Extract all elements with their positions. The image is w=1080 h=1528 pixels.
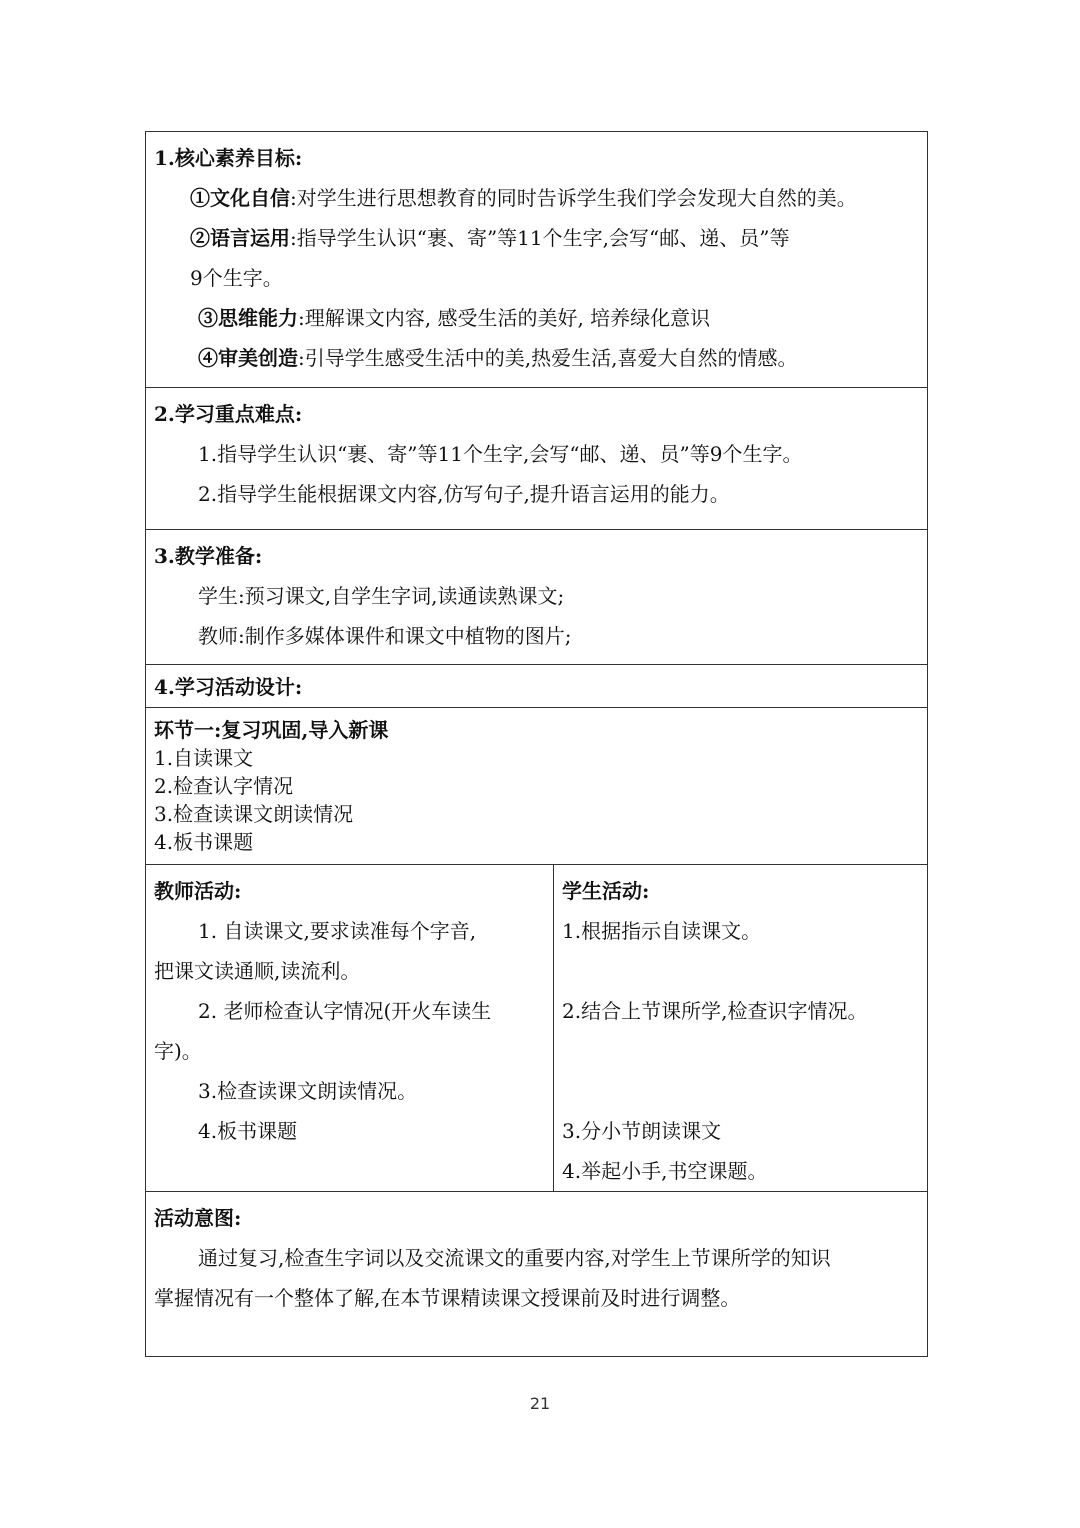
key-difficulties-row [146, 388, 928, 530]
student-line: 4.举起小手,书空课题。 [562, 1159, 768, 1183]
preparation-teacher: 教师:制作多媒体课件和课文中植物的图片; [198, 624, 572, 648]
stage-step: 2.检查认字情况 [154, 774, 294, 798]
lesson-plan-table [145, 131, 928, 1357]
teacher-activity-heading: 教师活动: [154, 879, 242, 903]
preparation-cell [146, 530, 928, 665]
activity-design-cell [146, 665, 928, 708]
stage-one-row [146, 708, 928, 865]
student-line: 2.结合上节课所学,检查识字情况。 [562, 999, 868, 1023]
student-line: 3.分小节朗读课文 [562, 1119, 722, 1143]
teacher-activity-cell [146, 865, 554, 1192]
core-competency-cell [146, 132, 928, 388]
preparation-heading: 3.教学准备: [154, 544, 263, 568]
preparation-row [146, 530, 928, 665]
teacher-line: 把课文读通顺,读流利。 [154, 959, 361, 983]
core-competency-row [146, 132, 928, 388]
intent-line: 通过复习,检查生字词以及交流课文的重要内容,对学生上节课所学的知识 [198, 1246, 831, 1270]
core-competency-heading: 1.核心素养目标: [154, 146, 303, 170]
intent-line: 掌握情况有一个整体了解,在本节课精读课文授课前及时进行调整。 [154, 1286, 741, 1310]
stage-step: 3.检查读课文朗读情况 [154, 802, 354, 826]
stage-step: 1.自读课文 [154, 746, 254, 770]
activity-design-row [146, 665, 928, 708]
goal-aesthetic-creation: ④审美创造:引导学生感受生活中的美,热爱生活,喜爱大自然的情感。 [198, 346, 798, 370]
intent-cell [146, 1192, 928, 1357]
teacher-line: 字)。 [154, 1039, 202, 1063]
stage-step: 4.板书课题 [154, 830, 254, 854]
student-activity-cell [554, 865, 928, 1192]
student-activity-heading: 学生活动: [562, 879, 650, 903]
teacher-line: 4.板书课题 [198, 1119, 298, 1143]
intent-heading: 活动意图: [154, 1206, 242, 1230]
key-point-1: 1.指导学生认识“裹、寄”等11个生字,会写“邮、递、员”等9个生字。 [198, 442, 803, 466]
lesson-plan-document [145, 131, 927, 1357]
teacher-line: 1. 自读课文,要求读准每个字音, [198, 919, 477, 943]
stage-one-title: 环节一:复习巩固,导入新课 [154, 718, 389, 742]
preparation-student: 学生:预习课文,自学生字词,读通读熟课文; [198, 584, 565, 608]
teacher-line: 3.检查读课文朗读情况。 [198, 1079, 418, 1103]
stage-one-cell [146, 708, 928, 865]
key-difficulties-cell [146, 388, 928, 530]
goal-cultural-confidence: ①文化自信:对学生进行思想教育的同时告诉学生我们学会发现大自然的美。 [190, 186, 857, 210]
goal-thinking-ability: ③思维能力:理解课文内容, 感受生活的美好, 培养绿化意识 [198, 306, 711, 330]
goal-language-use: ②语言运用:指导学生认识“裹、寄”等11个生字,会写“邮、递、员”等 [190, 226, 790, 250]
activities-row [146, 865, 928, 1192]
activity-design-heading: 4.学习活动设计: [154, 675, 303, 699]
key-point-2: 2.指导学生能根据课文内容,仿写句子,提升语言运用的能力。 [198, 482, 730, 506]
student-line: 1.根据指示自读课文。 [562, 919, 762, 943]
teacher-line: 2. 老师检查认字情况(开火车读生 [198, 999, 492, 1023]
goal-language-use-cont: 9个生字。 [190, 266, 283, 290]
key-difficulties-heading: 2.学习重点难点: [154, 402, 303, 426]
page-number: 21 [529, 1394, 551, 1413]
intent-row [146, 1192, 928, 1357]
